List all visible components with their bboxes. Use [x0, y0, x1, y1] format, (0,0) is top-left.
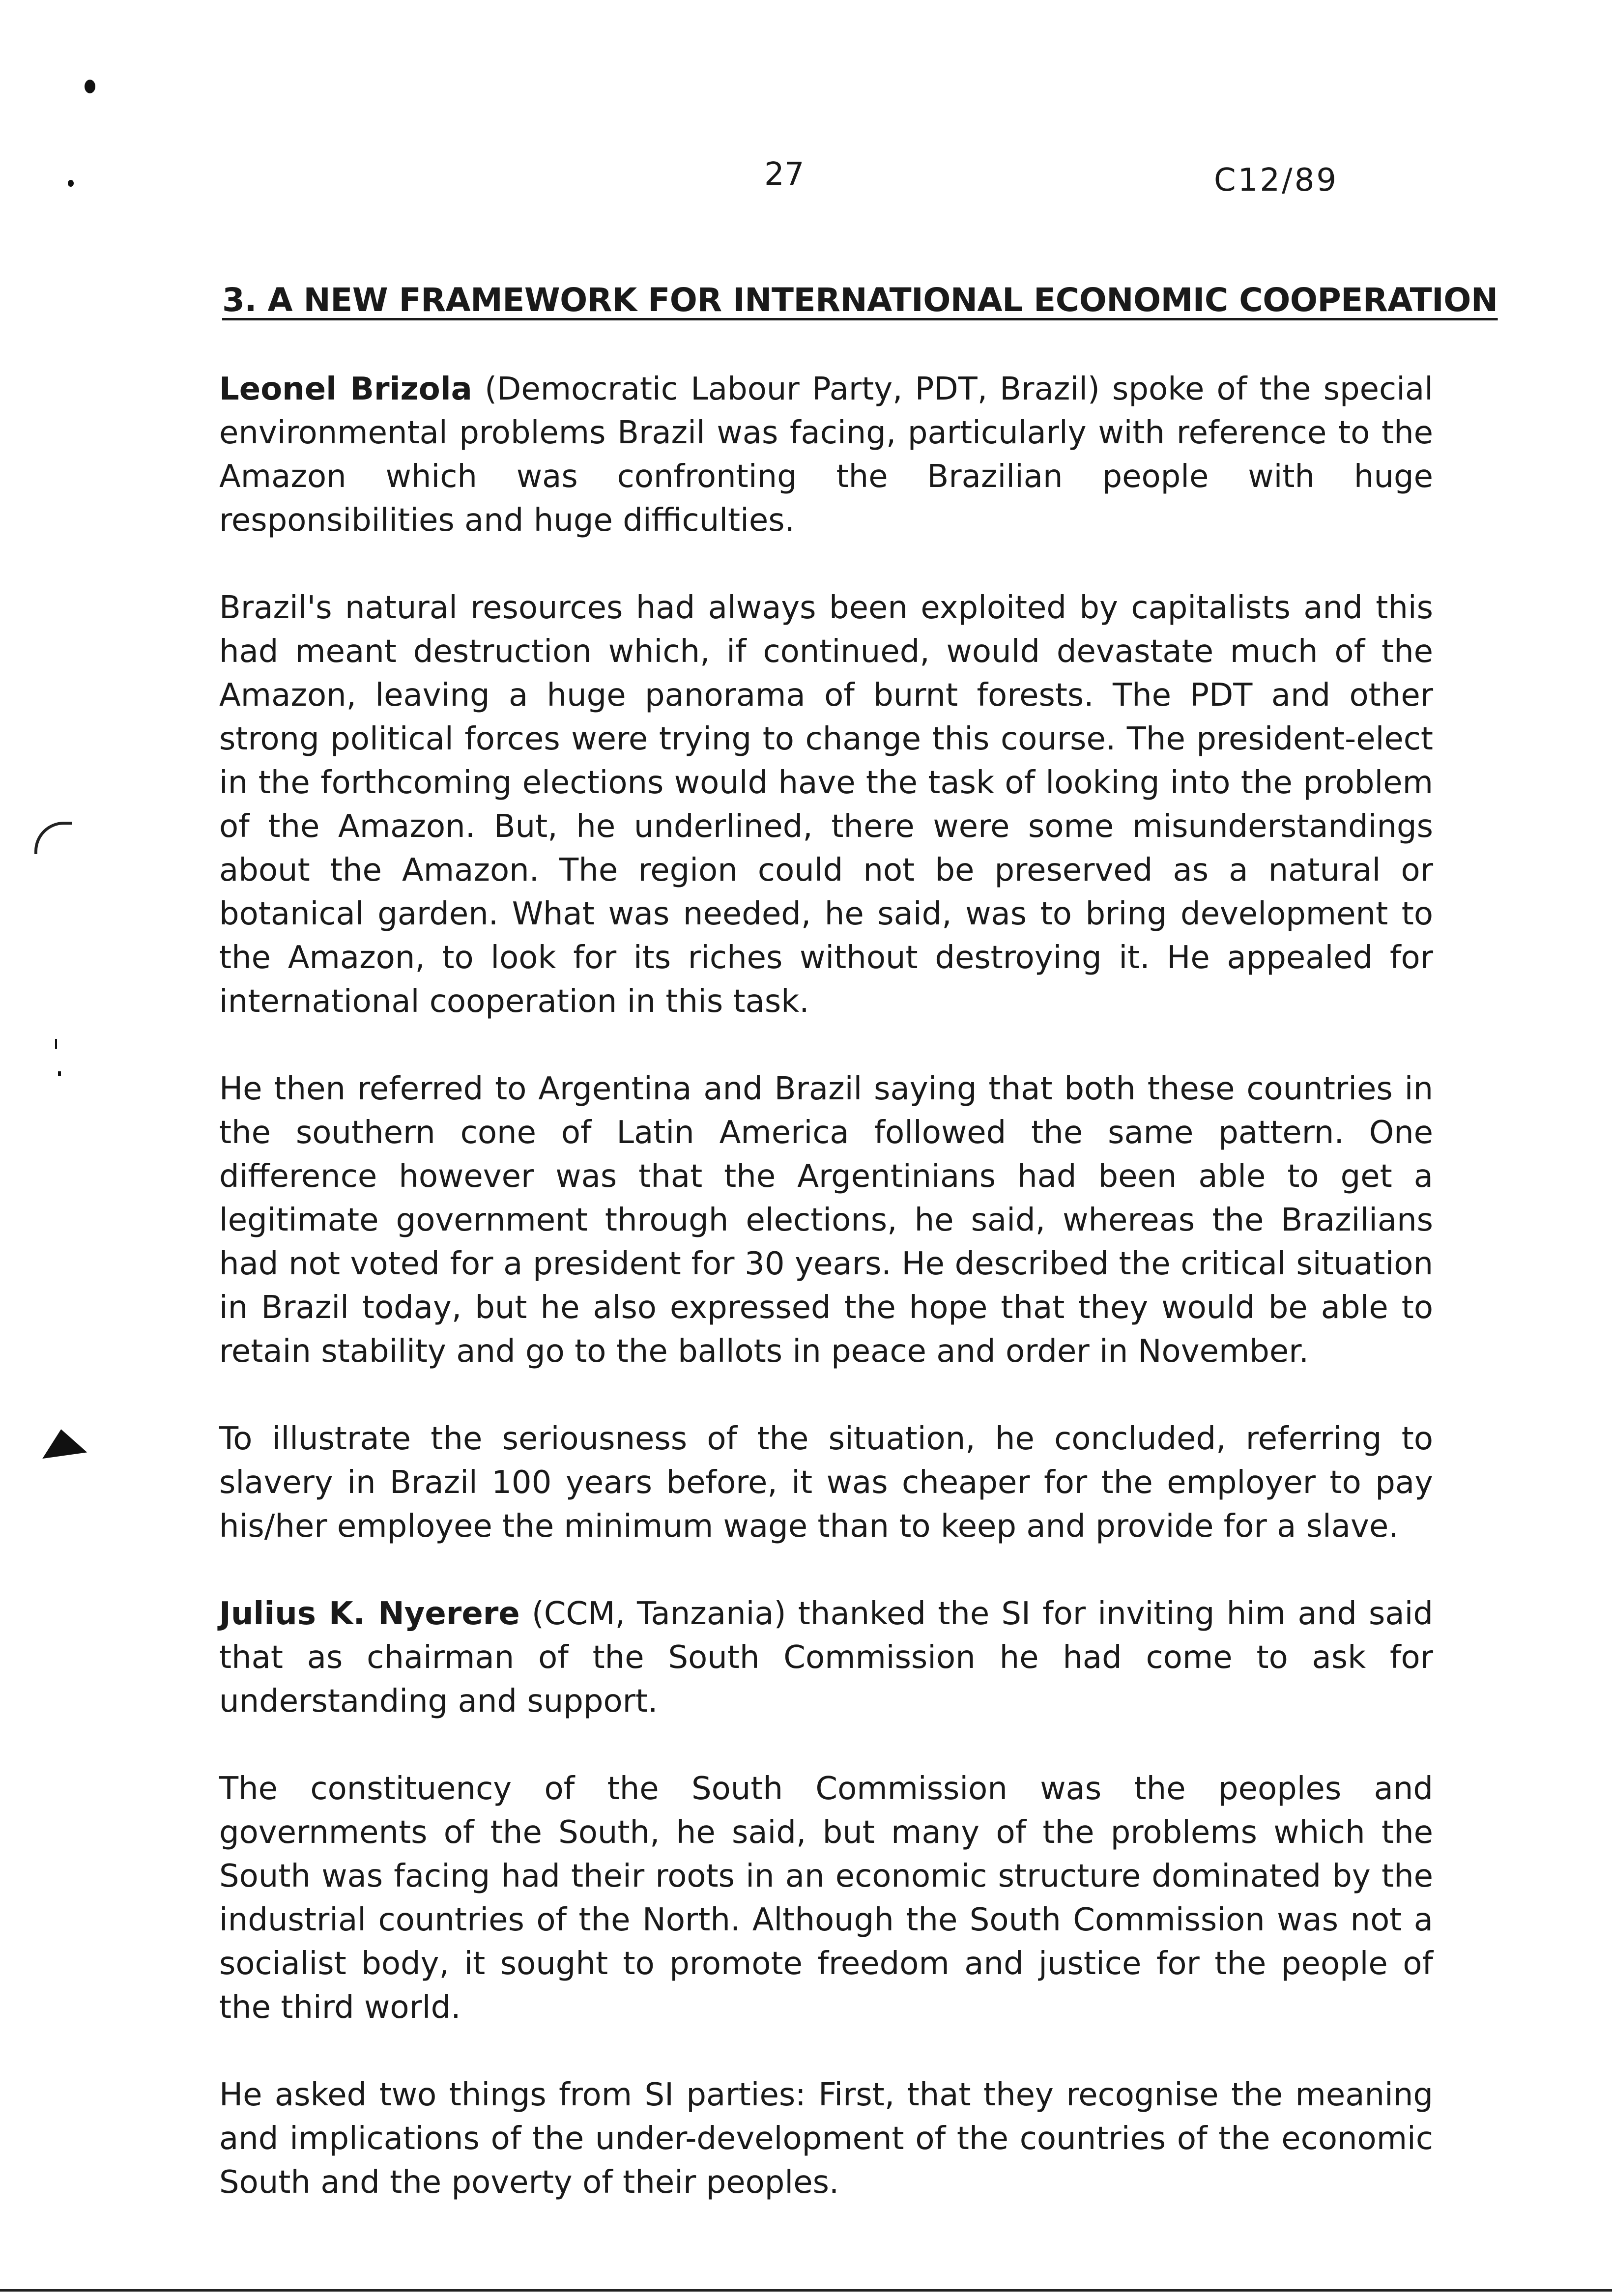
scan-speck	[85, 80, 95, 93]
paragraph-text: (Democratic Labour Party, PDT, Brazil) spoke of the special environmental problems Brazil was facing, particularly with reference to the Amazon which was confronting the Brazilian people with huge responsibilities and huge difficulties.	[219, 371, 1433, 539]
speaker-name: Julius K. Nyerere	[219, 1596, 520, 1632]
margin-mark	[34, 822, 72, 854]
paragraph-text: Brazil's natural resources had always been exploited by capitalists and this had meant destruction which, if continued, would devastate much of the Amazon, leaving a huge panorama of burnt forests. The PDT and other strong political forces were trying to change this course. The president-elect in the forthcoming elections would have the task of looking into the problem of the Amazon. But, he underlined, there were some misunderstandings about the Amazon. The region could not be preserved as a natural or botanical garden. What was needed, he said, was to bring development to the Amazon, to look for its riches without destroying it. He appealed for international cooperation in this task.	[219, 590, 1433, 1020]
paragraph	[219, 368, 1433, 543]
scan-speck	[68, 180, 74, 187]
paragraph-text: He asked two things from SI parties: First, that they recognise the meaning and implications of the under-development of the countries of the economic South and the poverty of their peoples.	[219, 2077, 1433, 2201]
page-number: 27	[764, 156, 805, 193]
paragraph-text: He then referred to Argentina and Brazil saying that both these countries in the southern cone of Latin America followed the same pattern. One difference however was that the Argentinians had been able to get a legitimate government through elections, he said, whereas the Brazilians had not voted for a president for 30 years. He described the critical situation in Brazil today, but he also expressed the hope that they would be able to retain stability and go to the ballots in peace and order in November.	[219, 1071, 1433, 1370]
paragraph	[219, 1067, 1433, 1374]
margin-mark	[39, 1426, 87, 1459]
body-text	[219, 368, 1433, 2248]
paragraph	[219, 586, 1433, 1024]
paragraph	[219, 2073, 1433, 2205]
paragraph-text: The constituency of the South Commission was the peoples and governments of the South, he said, but many of the problems which the South was facing had their roots in an economic structure dominated by the industrial countries of the North. Although the South Commission was not a socialist body, it sought to promote freedom and justice for the people of the third world.	[219, 1771, 1433, 2026]
page-bottom-rule	[0, 2289, 1612, 2292]
scan-speck	[58, 1071, 61, 1076]
paragraph-text: (CCM, Tanzania) thanked the SI for inviting him and said that as chairman of the South Commission he had come to ask for understanding and support.	[219, 1596, 1434, 1720]
scan-speck	[55, 1039, 57, 1049]
paragraph	[219, 1767, 1433, 2030]
speaker-name: Leonel Brizola	[219, 371, 472, 407]
paragraph	[219, 1417, 1433, 1549]
paragraph-text: To illustrate the seriousness of the situation, he concluded, referring to slavery in Brazil 100 years before, it was cheaper for the employer to pay his/her employee the minimum wage than to keep and provide for a slave.	[219, 1421, 1433, 1545]
document-code: C12/89	[1214, 162, 1339, 199]
paragraph	[219, 1592, 1433, 1723]
section-heading: 3. A NEW FRAMEWORK FOR INTERNATIONAL ECONOMIC COOPERATION	[222, 281, 1498, 319]
